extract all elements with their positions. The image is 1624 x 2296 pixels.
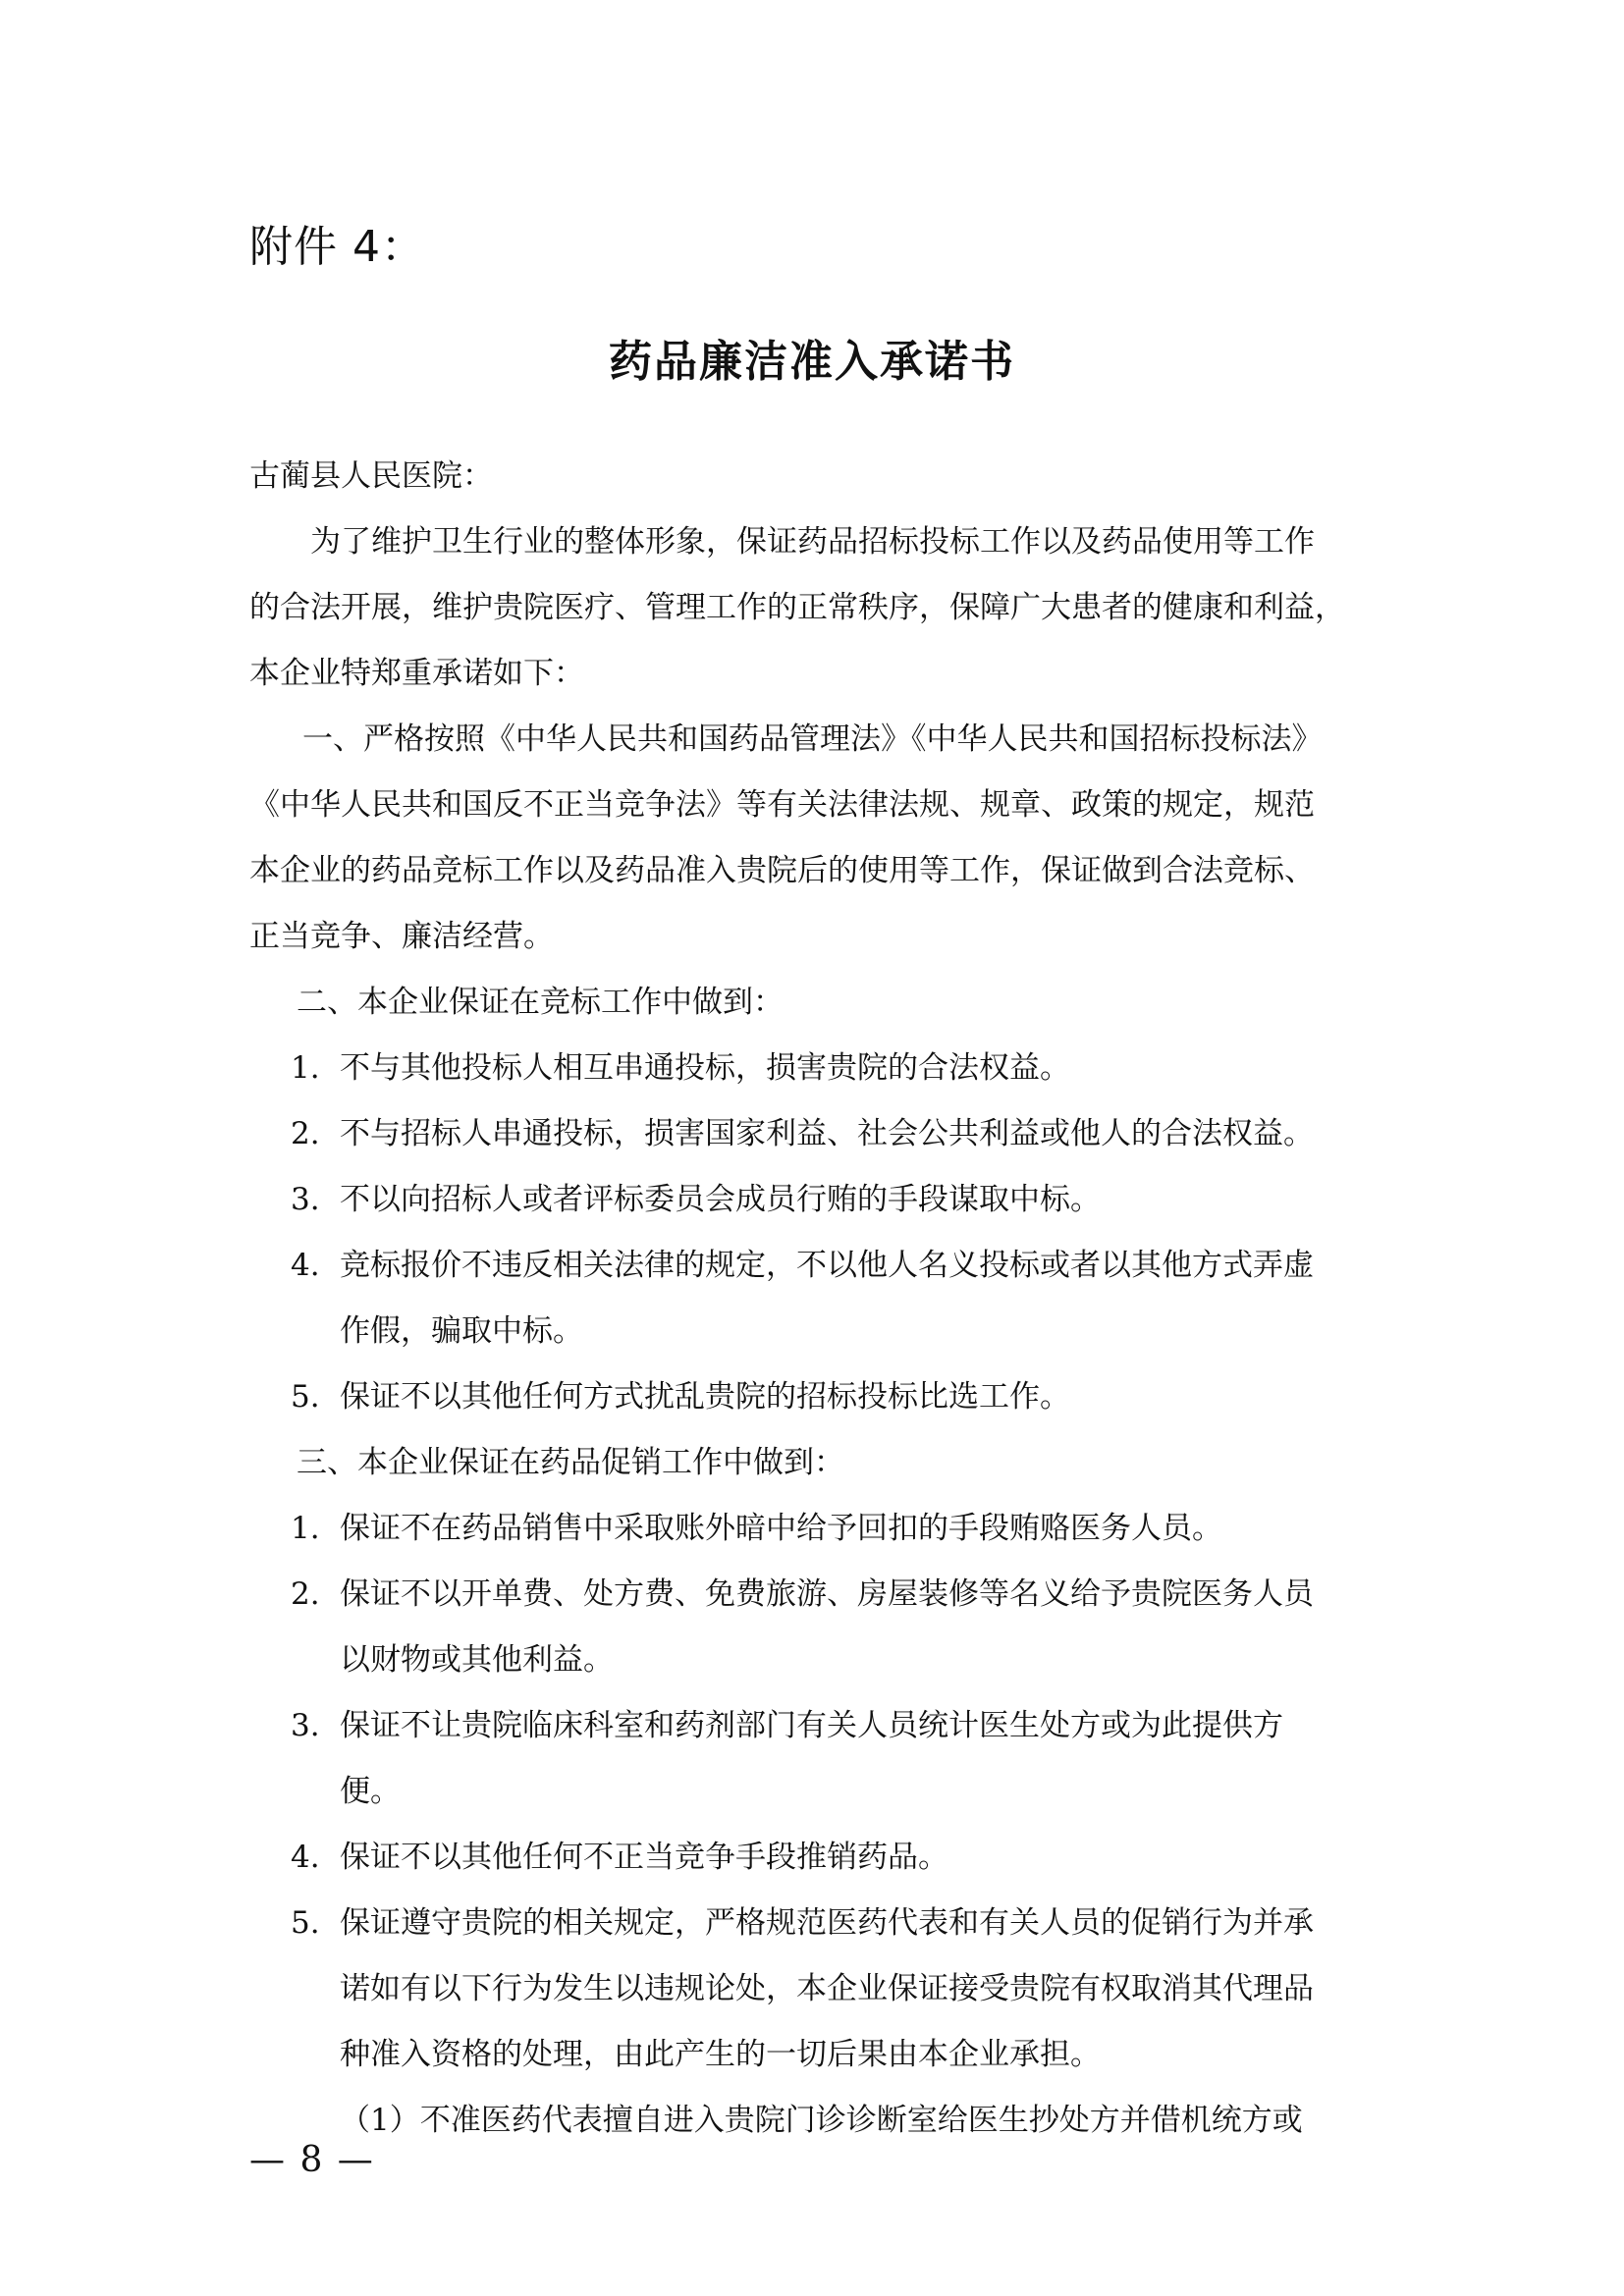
section-2-list <box>249 1036 1388 1430</box>
list-item-number: 3. <box>291 1708 320 1743</box>
list-item-line: 以财物或其他利益。 <box>340 1642 614 1678</box>
intro-line: 为了维护卫生行业的整体形象，保证药品招标投标工作以及药品使用等工作 <box>310 524 1315 560</box>
list-item-line: 诺如有以下行为发生以违规论处，本企业保证接受贵院有权取消其代理品 <box>340 1971 1314 2006</box>
attachment-label: 附件 4： <box>249 222 425 272</box>
section-1-line: 《中华人民共和国反不正当竞争法》等有关法律法规、规章、政策的规定，规范 <box>249 787 1315 823</box>
list-item <box>249 1036 1388 1101</box>
list-item-line: 竞标报价不违反相关法律的规定，不以他人名义投标或者以其他方式弄虚 <box>340 1248 1314 1283</box>
document-body <box>249 444 1388 2154</box>
salutation: 古蔺县人民医院： <box>249 458 493 494</box>
section-3-heading: 三、本企业保证在药品促销工作中做到： <box>297 1445 844 1480</box>
list-item <box>249 1167 1388 1233</box>
list-item-line: 不以向招标人或者评标委员会成员行贿的手段谋取中标。 <box>340 1182 1101 1217</box>
list-item-number: 4. <box>291 1840 320 1875</box>
list-item-line: 种准入资格的处理，由此产生的一切后果由本企业承担。 <box>340 2037 1101 2072</box>
list-item-line: 保证不让贵院临床科室和药剂部门有关人员统计医生处方或为此提供方 <box>340 1708 1283 1743</box>
document-title: 药品廉洁准入承诺书 <box>609 337 1015 387</box>
list-item <box>249 1825 1388 1891</box>
list-item-line: 便。 <box>340 1774 401 1809</box>
list-item <box>249 1496 1388 1562</box>
section-1-line: 正当竞争、廉洁经营。 <box>249 919 554 954</box>
list-item <box>249 1693 1388 1825</box>
list-item <box>249 1101 1388 1167</box>
list-item-line: 作假，骗取中标。 <box>340 1313 583 1349</box>
list-item <box>249 1233 1388 1364</box>
section-1-line: 一、严格按照《中华人民共和国药品管理法》《中华人民共和国招标投标法》 <box>302 721 1323 757</box>
list-item-number: 2. <box>291 1116 320 1151</box>
page-number: — 8 — <box>249 2140 375 2180</box>
list-item-line: 不与招标人串通投标，损害国家利益、社会公共利益或他人的合法权益。 <box>340 1116 1314 1151</box>
section-3-list <box>249 1496 1388 2088</box>
list-item-line: 不与其他投标人相互串通投标，损害贵院的合法权益。 <box>340 1050 1070 1086</box>
list-item-number: 3. <box>291 1182 320 1217</box>
sub-item-1: （1）不准医药代表擅自进入贵院门诊诊断室给医生抄处方并借机统方或 <box>340 2103 1303 2138</box>
list-item-number: 2. <box>291 1576 320 1612</box>
list-item-line: 保证不在药品销售中采取账外暗中给予回扣的手段贿赂医务人员。 <box>340 1511 1222 1546</box>
list-item <box>249 1891 1388 2088</box>
list-item <box>249 1562 1388 1693</box>
list-item-line: 保证不以其他任何方式扰乱贵院的招标投标比选工作。 <box>340 1379 1070 1415</box>
intro-line: 的合法开展，维护贵院医疗、管理工作的正常秩序，保障广大患者的健康和利益， <box>249 590 1345 625</box>
intro-paragraph <box>249 509 1388 707</box>
list-item <box>249 1364 1388 1430</box>
list-item-line: 保证不以开单费、处方费、免费旅游、房屋装修等名义给予贵院医务人员 <box>340 1576 1314 1612</box>
list-item-number: 4. <box>291 1248 320 1283</box>
intro-line: 本企业特郑重承诺如下： <box>249 656 584 691</box>
section-1 <box>249 707 1388 970</box>
section-1-line: 本企业的药品竞标工作以及药品准入贵院后的使用等工作，保证做到合法竞标、 <box>249 853 1315 888</box>
section-2-heading: 二、本企业保证在竞标工作中做到： <box>297 985 784 1020</box>
list-item-number: 1. <box>291 1050 320 1086</box>
list-item-number: 1. <box>291 1511 320 1546</box>
list-item-number: 5. <box>291 1379 320 1415</box>
list-item-line: 保证不以其他任何不正当竞争手段推销药品。 <box>340 1840 948 1875</box>
list-item-line: 保证遵守贵院的相关规定，严格规范医药代表和有关人员的促销行为并承 <box>340 1905 1314 1941</box>
list-item-number: 5. <box>291 1905 320 1941</box>
